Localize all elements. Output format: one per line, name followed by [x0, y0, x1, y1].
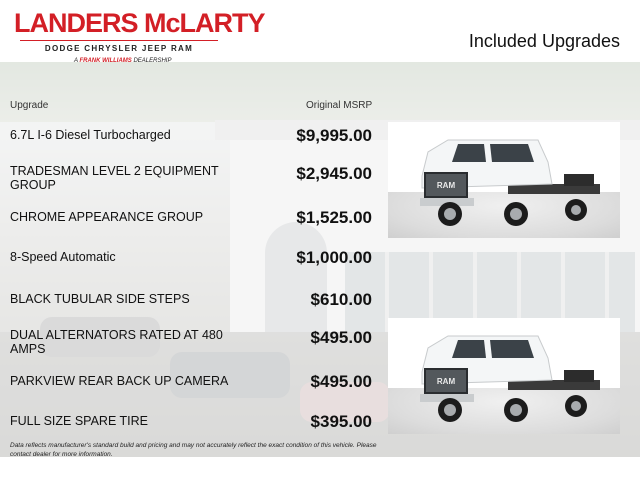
upgrade-name: BLACK TUBULAR SIDE STEPS: [10, 292, 190, 306]
upgrade-price: $9,995.00: [296, 126, 372, 145]
upgrade-row: [10, 126, 372, 166]
logo-brands: DODGE CHRYSLER JEEP RAM: [44, 44, 194, 53]
logo-tagline: A FRANK WILLIAMS DEALERSHIP: [74, 58, 172, 64]
upgrade-price: $1,525.00: [296, 208, 372, 227]
upgrade-row: [10, 208, 372, 248]
upgrade-name: CHROME APPEARANCE GROUP: [10, 210, 204, 224]
upgrade-price: $495.00: [310, 372, 372, 391]
column-header-msrp: Original MSRP: [306, 100, 373, 111]
truck-image: [388, 318, 620, 434]
upgrade-name: FULL SIZE SPARE TIRE: [10, 414, 149, 428]
upgrade-name: DUAL ALTERNATORS RATED AT 480 AMPS: [10, 328, 223, 356]
upgrade-name: 6.7L I-6 Diesel Turbocharged: [10, 128, 171, 142]
ram-badge: RAM: [436, 181, 456, 190]
upgrade-row: [10, 248, 372, 288]
upgrade-name: 8-Speed Automatic: [10, 250, 116, 264]
upgrade-price: $495.00: [310, 328, 372, 347]
upgrade-price: $2,945.00: [296, 164, 372, 183]
upgrade-row: [10, 164, 372, 204]
upgrade-name: TRADESMAN LEVEL 2 EQUIPMENT GROUP: [10, 164, 219, 192]
upgrade-row: [10, 328, 372, 368]
dealer-logo: [14, 8, 265, 65]
upgrade-row: [10, 372, 372, 412]
page-title: Included Upgrades: [468, 31, 620, 51]
logo-wordmark: LANDERS McLARTY: [14, 8, 265, 38]
upgrade-price: $1,000.00: [296, 248, 372, 267]
column-header-upgrade: Upgrade: [10, 100, 49, 111]
upgrade-price: $395.00: [310, 412, 372, 431]
ram-badge: RAM: [436, 377, 456, 386]
disclaimer: Data reflects manufacturer's standard build and pricing and may not accurately reflect the exact condition of this vehicle. Please contact dealer for more information.: [10, 442, 377, 458]
upgrade-row: [10, 290, 372, 330]
header: [0, 0, 640, 62]
upgrade-name: PARKVIEW REAR BACK UP CAMERA: [10, 374, 229, 388]
upgrade-price: $610.00: [310, 290, 372, 309]
truck-image: [388, 122, 620, 238]
